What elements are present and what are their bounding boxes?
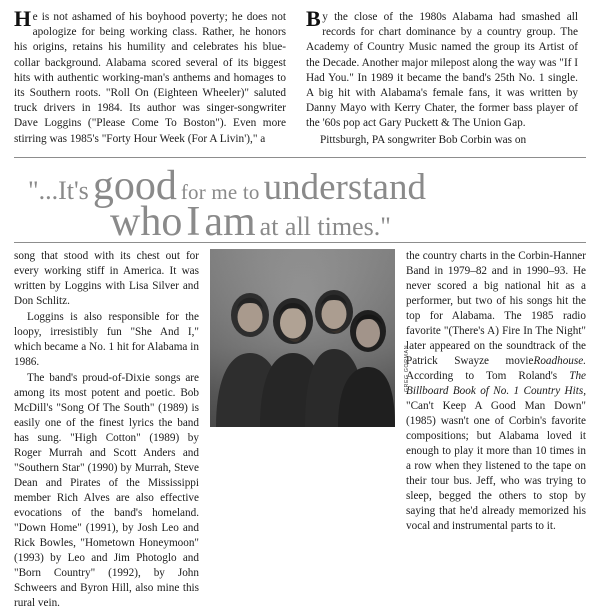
pull-quote-line-2: [110, 198, 391, 242]
bottom-columns: [14, 249, 586, 611]
quote-part: good: [92, 162, 177, 209]
top-column-left: [14, 6, 286, 147]
quote-part: at all times.": [259, 211, 391, 241]
paragraph: song that stood with its chest out for every working stiff in America. It was written by Loggins with Lisa Silver and Don Schlitz.: [14, 249, 199, 307]
quote-part: am: [204, 198, 256, 242]
top-columns: [14, 6, 586, 148]
bottom-column-middle: [210, 249, 410, 432]
paragraph-text: the country charts in the Corbin-Hanner Band in 1979–82 and in 1990–93. He never scored a big national hit as a performer, but two of his songs hit the top for Alabama. The 1985 radio favorite "(There's A) Fire In The Night" later appeared on the soundtrack of the Patrick Swayze movie: [406, 249, 586, 367]
band-photo-illustration: [210, 249, 395, 427]
pull-quote: [14, 158, 586, 242]
paragraph: Pittsburgh, PA songwriter Bob Corbin was on: [320, 133, 527, 146]
paragraph: The band's proud-of-Dixie songs are among its most potent and poetic. Bob McDill's "Song Of The South" (1989) is easily one of the finest lyrics the band has sung. "High Cotton" (1989) by Roger Murrah and Scott Anders and "Southern Star" (1990) by Murrah, Steve Dean and Pirates of the Mississippi member Rich Alves are also effective evocations of the band's homeland. "Down Home" (1991), by Josh Leo and Rick Bowles, "Hometown Honeymoon" (1993) by Leo and Jim Photoglo and "Born Country" (1992), by John Schweers and Byron Hill, also mine this rural vein.: [14, 371, 199, 609]
paragraph: Loggins is also responsible for the loopy, irresistibly fun "She And I," which became a No. 1 hit for Alabama in 1986.: [14, 310, 199, 368]
paragraph: [306, 6, 578, 132]
pull-quote-band: [14, 157, 586, 243]
photo-credit: GREG GORMAN: [404, 344, 410, 392]
quote-part: for me to: [180, 179, 260, 204]
italic-title: Roadhouse.: [533, 354, 586, 367]
quote-part: who: [110, 198, 183, 242]
drop-cap-b: B: [306, 6, 321, 31]
rule-bottom: [14, 242, 586, 243]
bottom-column-left: [14, 249, 199, 611]
paragraph: [406, 249, 586, 534]
band-photo: [210, 249, 395, 427]
paragraph-text: y the close of the 1980s Alabama had smashed all records for chart dominance by a country group. The Academy of Country Music named the group its Artist of the Decade. Another major milepost along the way was "If I Had You." In 1989 it became the band's 25th No. 1 single. A big hit with Alabama's female fans, it was written by Danny Mayo with Kerry Chater, the former bass player of the '60s pop act Gary Puckett & The Union Gap.: [306, 11, 578, 130]
quote-part: understand: [263, 166, 426, 208]
paragraph: [14, 6, 286, 147]
paragraph-text-end: "Can't Keep A Good Man Down" (1985) wasn't one of Corbin's favorite compositions; but Alabama loved it enough to play it more than 10 times in a row when they listened to the tape on their tour bus. Jeff, who was trying to sleep, begged the others to stop by saying that he'd already memorized his vocal and instrumental parts to it.: [406, 399, 586, 532]
bottom-column-right: [406, 249, 586, 534]
paragraph-text: e is not ashamed of his boyhood poverty; he does not apologize for being working class. Rather, he honors his origins, retains his humility and celebrates his blue-collar background. Alabama scored several of its biggest hits with authentic working-man's anthems and homages to its Southern roots. "Roll On (Eighteen Wheeler)" saluted truck drivers in 1984. Its author was singer-songwriter Dave Loggins ("Please Come To Boston"). Even more stirring was 1985's "Forty Hour Week (For A Livin')," a: [14, 11, 286, 145]
top-column-right: [306, 6, 578, 148]
quote-part: "...It's: [28, 175, 89, 205]
quote-part: I: [186, 198, 201, 242]
italic-title: The Billboard Book of No. 1 Country Hits,: [406, 369, 586, 397]
band-photo-figure: [210, 249, 410, 427]
paragraph-text-cont: According to Tom Roland's: [406, 369, 570, 382]
drop-cap-h: H: [14, 6, 32, 31]
